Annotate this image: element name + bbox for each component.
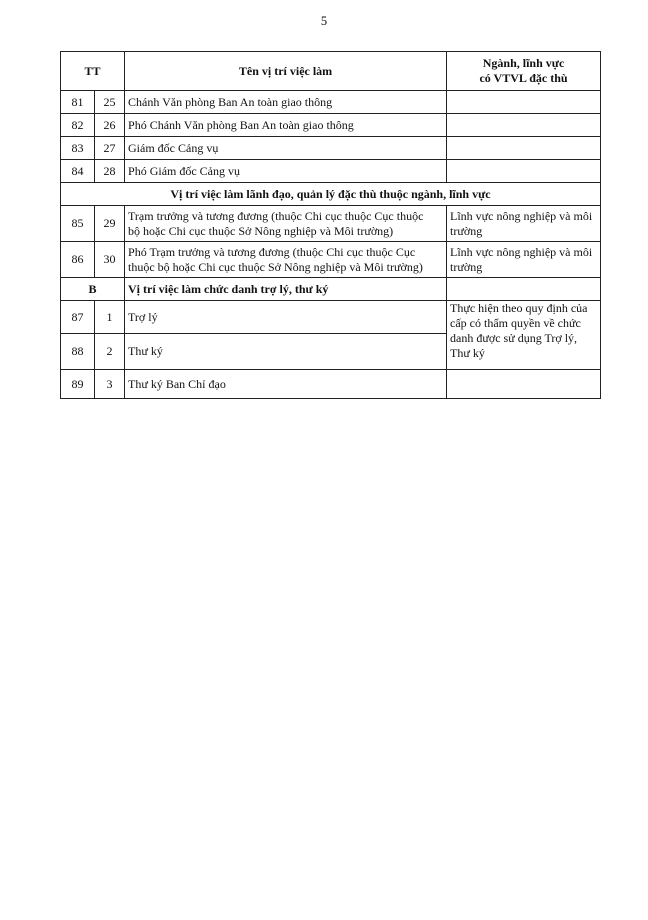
row-no: 88 <box>61 334 95 370</box>
row-position-name <box>125 242 447 278</box>
section-row-b <box>61 278 601 301</box>
table-header-row <box>61 52 601 91</box>
table-row <box>61 206 601 242</box>
row-field <box>447 370 601 399</box>
header-field-line2: có VTVL đặc thù <box>479 71 568 85</box>
row-sub-no: 26 <box>95 114 125 137</box>
row-field <box>447 206 601 242</box>
row-sub-no: 28 <box>95 160 125 183</box>
row-no: 83 <box>61 137 95 160</box>
table-row <box>61 137 601 160</box>
header-tt: TT <box>61 52 125 91</box>
row-sub-no: 27 <box>95 137 125 160</box>
row-field <box>447 114 601 137</box>
row-position-name: Thư ký Ban Chỉ đạo <box>125 370 447 399</box>
row-sub-no: 1 <box>95 301 125 334</box>
row-field-line4: Thư ký <box>450 346 485 360</box>
row-field <box>447 242 601 278</box>
row-position-name: Phó Chánh Văn phòng Ban An toàn giao thông <box>125 114 447 137</box>
row-field-line1: Thực hiện theo quy định của <box>450 301 588 315</box>
table-row <box>61 370 601 399</box>
row-sub-no: 29 <box>95 206 125 242</box>
table-row <box>61 160 601 183</box>
row-field-line1: Lĩnh vực nông nghiệp và môi <box>450 244 593 259</box>
section-title-leadership: Vị trí việc làm lãnh đạo, quản lý đặc thù thuộc ngành, lĩnh vực <box>61 183 601 206</box>
header-position: Tên vị trí việc làm <box>125 52 447 91</box>
row-no: 84 <box>61 160 95 183</box>
section-b-field <box>447 278 601 301</box>
job-position-table <box>60 51 601 399</box>
row-position-name-line2: bộ hoặc Chi cục thuộc Sở Nông nghiệp và Môi trường) <box>128 223 394 238</box>
row-no: 89 <box>61 370 95 399</box>
row-position-name: Phó Giám đốc Cảng vụ <box>125 160 447 183</box>
row-no: 87 <box>61 301 95 334</box>
row-no: 82 <box>61 114 95 137</box>
table-row <box>61 242 601 278</box>
row-position-name-line1: Trạm trưởng và tương đương (thuộc Chi cục thuộc Cục thuộc <box>128 208 424 223</box>
row-field-line1: Lĩnh vực nông nghiệp và môi <box>450 208 593 223</box>
header-field <box>447 52 601 91</box>
row-sub-no: 2 <box>95 334 125 370</box>
row-field-line2: cấp có thẩm quyền về chức <box>450 316 581 330</box>
row-sub-no: 30 <box>95 242 125 278</box>
row-field-line3: danh được sử dụng Trợ lý, <box>450 331 578 345</box>
row-field <box>447 160 601 183</box>
header-field-line1: Ngành, lĩnh vực <box>482 56 565 70</box>
row-sub-no: 3 <box>95 370 125 399</box>
row-no: 86 <box>61 242 95 278</box>
row-field-line2: trường <box>450 223 483 238</box>
row-position-name-line1: Phó Trạm trưởng và tương đương (thuộc Chi cục thuộc Cục <box>128 244 416 259</box>
row-sub-no: 25 <box>95 91 125 114</box>
row-position-name: Trợ lý <box>125 301 447 334</box>
row-position-name <box>125 206 447 242</box>
page-number: 5 <box>320 14 328 28</box>
row-field-line2: trường <box>450 259 483 274</box>
table-row <box>61 301 601 334</box>
row-no: 81 <box>61 91 95 114</box>
section-row-leadership <box>61 183 601 206</box>
row-field <box>447 91 601 114</box>
row-field <box>447 137 601 160</box>
row-position-name: Chánh Văn phòng Ban An toàn giao thông <box>125 91 447 114</box>
row-position-name: Giám đốc Cảng vụ <box>125 137 447 160</box>
section-b-title: Vị trí việc làm chức danh trợ lý, thư ký <box>125 278 447 301</box>
row-field-assistant-secretary <box>447 301 601 370</box>
row-position-name: Thư ký <box>125 334 447 370</box>
row-no: 85 <box>61 206 95 242</box>
section-b-label: B <box>61 278 125 301</box>
table-row <box>61 114 601 137</box>
row-position-name-line2: thuộc bộ hoặc Chi cục thuộc Sở Nông nghiệp và Môi trường) <box>128 259 423 274</box>
table-row <box>61 91 601 114</box>
